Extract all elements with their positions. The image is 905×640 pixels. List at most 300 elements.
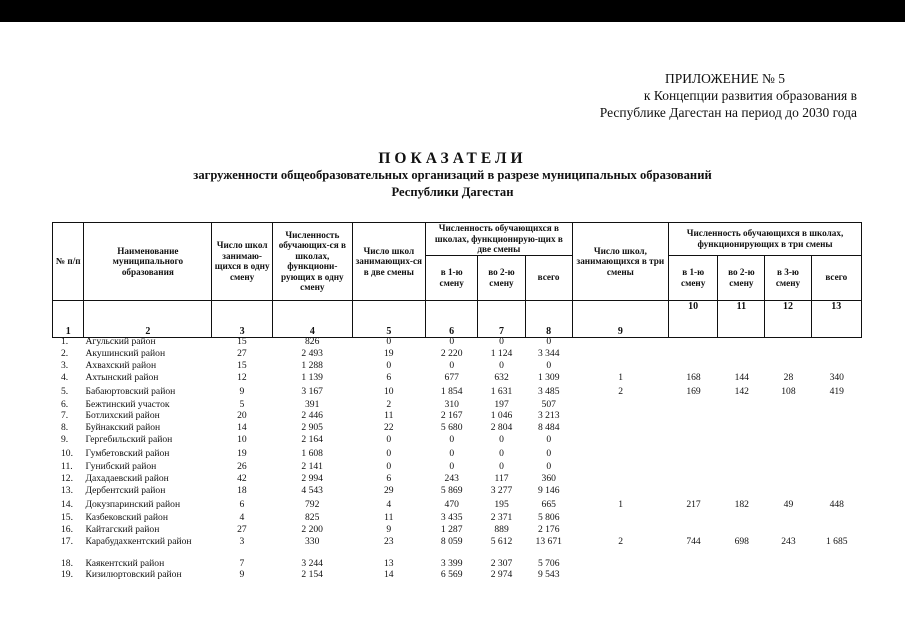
row-value	[669, 348, 718, 360]
row-value: 13 671	[535, 535, 562, 547]
row-value: 15	[237, 359, 247, 371]
district-name: Ахтынский район	[85, 371, 159, 383]
row-value	[669, 473, 718, 485]
doc-subtitle-1: загруженности общеобразовательных организаций в разрезе муниципальных образований	[193, 168, 712, 182]
row-value	[718, 446, 765, 461]
row-value: 2 905	[301, 422, 323, 434]
row-value: 0	[499, 434, 504, 446]
district-name: Докузпаринский район	[85, 498, 181, 510]
table-row	[52, 524, 862, 536]
row-value: 792	[304, 498, 320, 510]
row-number: 13.	[61, 484, 73, 496]
table-row	[52, 360, 862, 372]
row-value	[765, 446, 811, 461]
row-value	[572, 434, 669, 446]
row-value: 0	[546, 359, 552, 371]
scan-top-border	[0, 0, 905, 22]
doc-subtitle-2: Республики Дагестан	[391, 185, 514, 199]
row-value: 0	[449, 336, 455, 347]
row-value: 0	[499, 359, 504, 371]
row-value: 1 608	[301, 448, 323, 460]
row-number: 15.	[61, 511, 73, 523]
row-number: 6.	[61, 398, 69, 410]
header-three-shift-total: всего	[811, 255, 861, 300]
row-value: 2 176	[537, 523, 560, 535]
row-value: 1 631	[490, 385, 513, 397]
row-value: 243	[444, 473, 459, 485]
row-value: 9	[239, 569, 245, 581]
row-value: 49	[783, 498, 794, 510]
row-value: 243	[781, 535, 796, 547]
row-number: 17.	[61, 535, 73, 547]
row-value: 9 543	[537, 569, 560, 581]
district-name: Кайтагский район	[85, 523, 160, 535]
district-name: Карабудахкентский район	[85, 535, 192, 547]
row-value: 0	[386, 359, 392, 371]
row-value: 2 974	[490, 569, 513, 581]
row-value: 13	[383, 557, 394, 569]
row-value: 419	[829, 385, 844, 397]
row-value: 470	[444, 498, 459, 510]
row-value	[572, 473, 669, 485]
row-value	[572, 446, 669, 461]
row-number: 18.	[61, 557, 73, 569]
row-value: 330	[304, 535, 320, 547]
row-value: 2 994	[301, 473, 323, 485]
row-value: 11	[384, 410, 394, 422]
row-value	[669, 524, 718, 536]
row-value	[669, 336, 718, 348]
header-three-shift-schools: Число школ, занимающихся в три смены	[572, 223, 668, 301]
row-value	[812, 348, 862, 360]
row-value: 1	[618, 498, 623, 510]
row-value: 4	[386, 498, 392, 510]
row-value: 5 680	[440, 422, 463, 434]
row-value: 12	[237, 371, 247, 383]
row-value: 11	[384, 511, 394, 523]
row-value	[718, 485, 765, 497]
header-name: Наименование муниципального образования	[84, 223, 212, 301]
row-value: 1 309	[537, 371, 560, 383]
row-value: 825	[304, 511, 320, 523]
row-value: 2 167	[440, 410, 463, 422]
row-value	[765, 473, 811, 485]
row-value	[765, 461, 811, 473]
row-value	[718, 336, 765, 348]
row-value: 144	[734, 371, 749, 383]
row-number: 16.	[61, 523, 73, 535]
col-number: 8	[525, 300, 572, 337]
row-value: 0	[499, 336, 504, 347]
row-value: 142	[734, 385, 749, 397]
row-value: 340	[829, 371, 844, 383]
row-value: 0	[449, 448, 455, 460]
table-row	[52, 558, 862, 570]
row-value: 14	[383, 569, 394, 581]
row-value: 10	[237, 434, 247, 446]
doc-title: ПОКАЗАТЕЛИ	[378, 150, 527, 167]
row-value	[718, 410, 765, 422]
row-value: 6 569	[440, 569, 463, 581]
row-value: 2 200	[301, 523, 323, 535]
row-value	[572, 410, 669, 422]
row-value: 2 141	[301, 461, 323, 473]
row-value	[765, 569, 811, 581]
row-value	[572, 569, 669, 581]
row-value: 20	[237, 410, 247, 422]
row-value	[812, 558, 862, 570]
row-value: 0	[386, 434, 392, 446]
row-value	[572, 512, 669, 524]
row-value: 23	[383, 535, 394, 547]
col-number: 4	[273, 300, 353, 337]
row-value	[765, 410, 811, 422]
appendix-note	[497, 70, 857, 121]
row-value: 5 706	[537, 557, 560, 569]
table-row	[52, 336, 862, 348]
row-value: 310	[444, 398, 459, 410]
row-value: 5	[239, 398, 245, 410]
row-value: 27	[237, 523, 247, 535]
row-value	[718, 473, 765, 485]
table-row	[52, 512, 862, 524]
row-value	[572, 399, 669, 411]
district-name: Ботлихский район	[85, 410, 160, 422]
row-number: 11.	[61, 461, 73, 473]
row-number: 5.	[61, 385, 69, 397]
table-row	[52, 422, 862, 434]
col-number: 13	[811, 300, 861, 337]
row-number: 4.	[61, 371, 69, 383]
row-value	[765, 360, 811, 372]
row-number: 2.	[61, 347, 69, 359]
row-value: 8 484	[537, 422, 560, 434]
row-value	[718, 360, 765, 372]
table-row	[52, 384, 862, 399]
row-value	[669, 485, 718, 497]
row-value: 2	[618, 385, 623, 397]
row-value: 1 124	[490, 347, 513, 359]
row-value: 18	[237, 484, 247, 496]
district-name: Акушинский район	[85, 347, 166, 359]
row-value: 14	[237, 422, 247, 434]
row-value	[572, 524, 669, 536]
row-value: 2	[618, 535, 623, 547]
row-value	[812, 336, 862, 348]
table-row	[52, 461, 862, 473]
indicators-table-body	[52, 336, 862, 581]
indicators-table-header	[52, 222, 862, 338]
row-value: 2 371	[490, 511, 513, 523]
row-value: 1 046	[490, 410, 513, 422]
table-row	[52, 497, 862, 512]
district-name: Бабаюртовский район	[85, 385, 176, 397]
row-value: 507	[541, 398, 556, 410]
row-value	[812, 446, 862, 461]
row-value: 0	[449, 359, 455, 371]
row-value: 15	[237, 336, 247, 347]
appendix-line-1: ПРИЛОЖЕНИЕ № 5	[664, 71, 785, 86]
row-value	[812, 512, 862, 524]
row-value	[812, 422, 862, 434]
district-name: Дахадаевский район	[85, 473, 169, 485]
row-value: 360	[541, 473, 556, 485]
col-number: 6	[425, 300, 477, 337]
row-value	[669, 446, 718, 461]
row-value: 2 220	[440, 347, 463, 359]
district-name: Дербентский район	[85, 484, 166, 496]
col-number: 9	[572, 300, 668, 337]
row-value	[765, 422, 811, 434]
row-value: 182	[734, 498, 749, 510]
header-three-shift-1: в 1-ю смену	[669, 255, 718, 300]
col-number: 7	[478, 300, 525, 337]
district-name: Кизилюртовский район	[85, 569, 182, 581]
row-value: 3 244	[301, 557, 323, 569]
row-value	[718, 434, 765, 446]
row-value	[572, 485, 669, 497]
row-value: 698	[734, 535, 749, 547]
row-value: 42	[237, 473, 247, 485]
appendix-line-2: к Концепции развития образования в	[643, 88, 857, 103]
col-number: 5	[352, 300, 425, 337]
table-row	[52, 446, 862, 461]
row-value: 9 146	[537, 484, 560, 496]
row-value: 197	[494, 398, 509, 410]
row-value	[765, 399, 811, 411]
row-value: 217	[686, 498, 701, 510]
row-value	[572, 558, 669, 570]
row-value: 2 307	[490, 557, 513, 569]
row-value: 3 344	[537, 347, 560, 359]
row-value: 0	[386, 448, 392, 460]
row-value	[669, 569, 718, 581]
row-value: 9	[386, 523, 392, 535]
row-value	[765, 348, 811, 360]
row-value: 168	[686, 371, 701, 383]
table-row	[52, 569, 862, 581]
row-value	[765, 512, 811, 524]
header-two-shift-1: в 1-ю смену	[425, 255, 477, 300]
district-name: Бежтинский участок	[85, 398, 170, 410]
row-value: 391	[304, 398, 320, 410]
row-value: 3 213	[537, 410, 560, 422]
header-three-shift-3: в 3-ю смену	[765, 255, 811, 300]
row-value	[669, 360, 718, 372]
district-name: Гумбетовский район	[85, 448, 170, 460]
table-row	[52, 434, 862, 446]
row-number: 10.	[61, 448, 73, 460]
table-row	[52, 399, 862, 411]
row-value: 0	[546, 434, 552, 446]
col-number: 2	[84, 300, 212, 337]
row-value	[669, 399, 718, 411]
row-value: 108	[781, 385, 796, 397]
appendix-line-3: Республике Дагестан на период до 2030 года	[599, 105, 857, 120]
row-value	[765, 485, 811, 497]
district-name: Казбековский район	[85, 511, 168, 523]
row-value: 6	[386, 473, 392, 485]
col-number: 1	[53, 300, 84, 337]
row-value	[718, 399, 765, 411]
row-value: 3 435	[440, 511, 463, 523]
row-value	[669, 512, 718, 524]
row-number: 7.	[61, 410, 69, 422]
row-number: 1.	[61, 336, 69, 347]
row-value: 6	[239, 498, 245, 510]
row-number: 19.	[61, 569, 73, 581]
row-value: 2 804	[490, 422, 513, 434]
row-value: 1 288	[301, 359, 323, 371]
row-value: 1 287	[440, 523, 463, 535]
district-name: Агульский район	[85, 336, 156, 347]
row-value: 8 059	[440, 535, 463, 547]
row-number: 9.	[61, 434, 69, 446]
row-value	[669, 410, 718, 422]
row-value: 1 685	[825, 535, 848, 547]
header-students-three-shift: Численность обучающихся в школах, функционирующих в три смены	[669, 223, 862, 256]
header-one-shift-schools: Число школ занимаю-щихся в одну смену	[212, 223, 273, 301]
district-name: Гергебильский район	[85, 434, 173, 446]
row-value: 744	[686, 535, 701, 547]
row-value	[812, 473, 862, 485]
row-value: 29	[383, 484, 394, 496]
row-value: 0	[386, 336, 392, 347]
row-value	[812, 485, 862, 497]
row-number: 8.	[61, 422, 69, 434]
row-value: 3 167	[301, 385, 323, 397]
row-value: 26	[237, 461, 247, 473]
row-value: 632	[494, 371, 509, 383]
row-value	[572, 336, 669, 348]
row-value: 3	[239, 535, 245, 547]
header-two-shift-schools: Число школ занимающих-ся в две смены	[352, 223, 425, 301]
row-value: 0	[546, 448, 552, 460]
row-value: 0	[499, 461, 504, 473]
row-value: 169	[686, 385, 701, 397]
row-value: 5 806	[537, 511, 560, 523]
row-value	[572, 348, 669, 360]
row-value	[718, 569, 765, 581]
row-number: 12.	[61, 473, 73, 485]
row-value: 3 485	[537, 385, 560, 397]
row-value: 0	[449, 461, 455, 473]
row-value	[812, 410, 862, 422]
header-students-one-shift: Численность обучающих-ся в школах, функциони-рующих в одну смену	[273, 223, 353, 301]
row-value: 1 854	[440, 385, 463, 397]
row-value: 826	[304, 336, 320, 347]
row-value: 6	[386, 371, 392, 383]
row-value	[812, 399, 862, 411]
row-value: 28	[783, 371, 794, 383]
district-name: Ахвахский район	[85, 359, 157, 371]
row-value	[669, 422, 718, 434]
row-value: 5 869	[440, 484, 463, 496]
row-value: 0	[386, 461, 392, 473]
row-value: 4	[239, 511, 245, 523]
row-value: 195	[494, 498, 509, 510]
row-value	[812, 569, 862, 581]
row-value: 2 493	[301, 347, 323, 359]
row-value	[765, 336, 811, 348]
row-value	[812, 360, 862, 372]
col-number: 3	[212, 300, 273, 337]
row-value	[718, 422, 765, 434]
district-name: Гунибский район	[85, 461, 157, 473]
row-value	[765, 434, 811, 446]
row-value: 22	[383, 422, 394, 434]
row-value: 889	[494, 523, 509, 535]
row-value: 677	[444, 371, 459, 383]
row-value	[718, 524, 765, 536]
row-value	[812, 461, 862, 473]
row-value: 0	[499, 448, 504, 460]
row-value: 27	[237, 347, 247, 359]
row-value: 2	[386, 398, 392, 410]
district-name: Буйнакский район	[85, 422, 161, 434]
row-value: 0	[449, 434, 455, 446]
row-value	[669, 434, 718, 446]
table-row	[52, 485, 862, 497]
row-value	[718, 558, 765, 570]
district-name: Каякентский район	[85, 557, 165, 569]
row-value	[765, 524, 811, 536]
table-row	[52, 536, 862, 558]
header-two-shift-2: во 2-ю смену	[478, 255, 525, 300]
column-number-row	[53, 300, 862, 337]
row-value	[718, 512, 765, 524]
row-value: 117	[494, 473, 509, 485]
row-value: 3 277	[490, 484, 513, 496]
row-value: 1 139	[301, 371, 323, 383]
row-value: 19	[383, 347, 394, 359]
table-row	[52, 473, 862, 485]
row-value	[572, 461, 669, 473]
row-value: 7	[239, 557, 245, 569]
row-number: 3.	[61, 359, 69, 371]
header-students-two-shift: Численность обучающихся в школах, функционирую-щих в две смены	[425, 223, 572, 256]
row-value	[572, 360, 669, 372]
row-value: 1	[618, 371, 623, 383]
row-value: 19	[237, 448, 247, 460]
row-value	[669, 461, 718, 473]
table-row	[52, 410, 862, 422]
header-num: № п/п	[53, 223, 84, 301]
row-value: 2 154	[301, 569, 323, 581]
row-value: 10	[383, 385, 394, 397]
row-value: 0	[546, 336, 552, 347]
row-value	[765, 558, 811, 570]
table-row	[52, 372, 862, 384]
row-value: 2 164	[301, 434, 323, 446]
row-value: 5 612	[490, 535, 513, 547]
row-value	[812, 524, 862, 536]
row-value	[572, 422, 669, 434]
row-value	[718, 348, 765, 360]
table-row	[52, 348, 862, 360]
row-value: 3 399	[440, 557, 463, 569]
row-value: 4 543	[301, 484, 323, 496]
row-value: 665	[541, 498, 556, 510]
header-three-shift-2: во 2-ю смену	[718, 255, 765, 300]
row-value: 0	[546, 461, 552, 473]
row-number: 14.	[61, 498, 73, 510]
col-number: 12	[765, 300, 811, 337]
row-value: 9	[239, 385, 245, 397]
row-value	[812, 434, 862, 446]
col-number: 10	[669, 300, 718, 337]
header-two-shift-total: всего	[525, 255, 572, 300]
